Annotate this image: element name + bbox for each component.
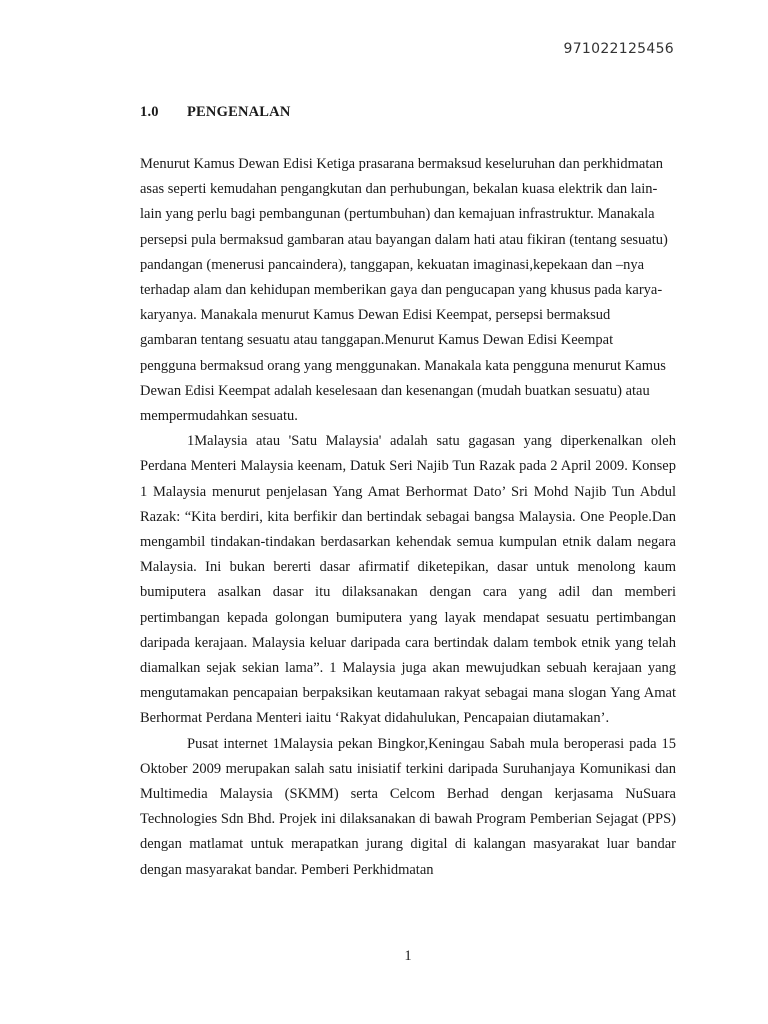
page-number: 1 [404, 948, 412, 964]
body-text [140, 152, 676, 883]
document-id: 971022125456 [563, 41, 674, 57]
section-title: PENGENALAN [187, 104, 291, 120]
section-number: 1.0 [140, 104, 159, 120]
section-heading [140, 104, 291, 121]
paragraph-1malaysia: 1Malaysia atau 'Satu Malaysia' adalah satu gagasan yang diperkenalkan oleh Perdana Menteri Malaysia keenam, Datuk Seri Najib Tun Razak pada 2 April 2009. Konsep 1 Malaysia menurut penjelasan Yang Amat Berhormat Dato’ Sri Mohd Najib Tun Abdul Razak: “Kita berdiri, kita berfikir dan bertindak sebagai bangsa Malaysia. One People.Dan mengambil tindakan-tindakan berdasarkan kehendak semua kumpulan etnik dalam negara Malaysia. Ini bukan bererti dasar afirmatif diketepikan, dasar untuk menolong kaum bumiputera asalkan dasar itu dilaksanakan dengan cara yang adil dan memberi pertimbangan kepada golongan bumiputera yang layak mendapat sesuatu pertimbangan daripada kerajaan. Malaysia keluar daripada cara bertindak dalam tembok etnik yang telah diamalkan sejak sekian lama”. 1 Malaysia juga akan mewujudkan sebuah kerajaan yang mengutamakan pencapaian berpaksikan keutamaan rakyat sebagai mana slogan Yang Amat Berhormat Perdana Menteri iaitu ‘Rakyat didahulukan, Pencapaian diutamakan’. [140, 433, 676, 727]
paragraph-definitions: Menurut Kamus Dewan Edisi Ketiga prasarana bermaksud keseluruhan dan perkhidmatan asas seperti kemudahan pengangkutan dan perhubungan, bekalan kuasa elektrik dan lain-lain yang perlu bagi pembangunan (pertumbuhan) dan kemajuan infrastruktur. Manakala persepsi pula bermaksud gambaran atau bayangan dalam hati atau fikiran (tentang sesuatu) pandangan (menerusi pancaindera), tanggapan, kekuatan imaginasi,kepekaan dan –nya terhadap alam dan kehidupan memberikan gaya dan pengucapan yang khusus pada karya-karyanya. Manakala menurut Kamus Dewan Edisi Keempat, persepsi bermaksud gambaran tentang sesuatu atau tanggapan.Menurut Kamus Dewan Edisi Keempat pengguna bermaksud orang yang menggunakan. Manakala kata pengguna menurut Kamus Dewan Edisi Keempat adalah keselesaan dan kesenangan (mudah buatkan sesuatu) atau mempermudahkan sesuatu. [140, 156, 668, 425]
paragraph-pusat-internet: Pusat internet 1Malaysia pekan Bingkor,Keningau Sabah mula beroperasi pada 15 Oktober 2009 merupakan salah satu inisiatif terkini daripada Suruhanjaya Komunikasi dan Multimedia Malaysia (SKMM) serta Celcom Berhad dengan kerjasama NuSuara Technologies Sdn Bhd. Projek ini dilaksanakan di bawah Program Pemberian Sejagat (PPS) dengan matlamat untuk merapatkan jurang digital di kalangan masyarakat luar bandar dengan masyarakat bandar. Pemberi Perkhidmatan [140, 735, 676, 878]
